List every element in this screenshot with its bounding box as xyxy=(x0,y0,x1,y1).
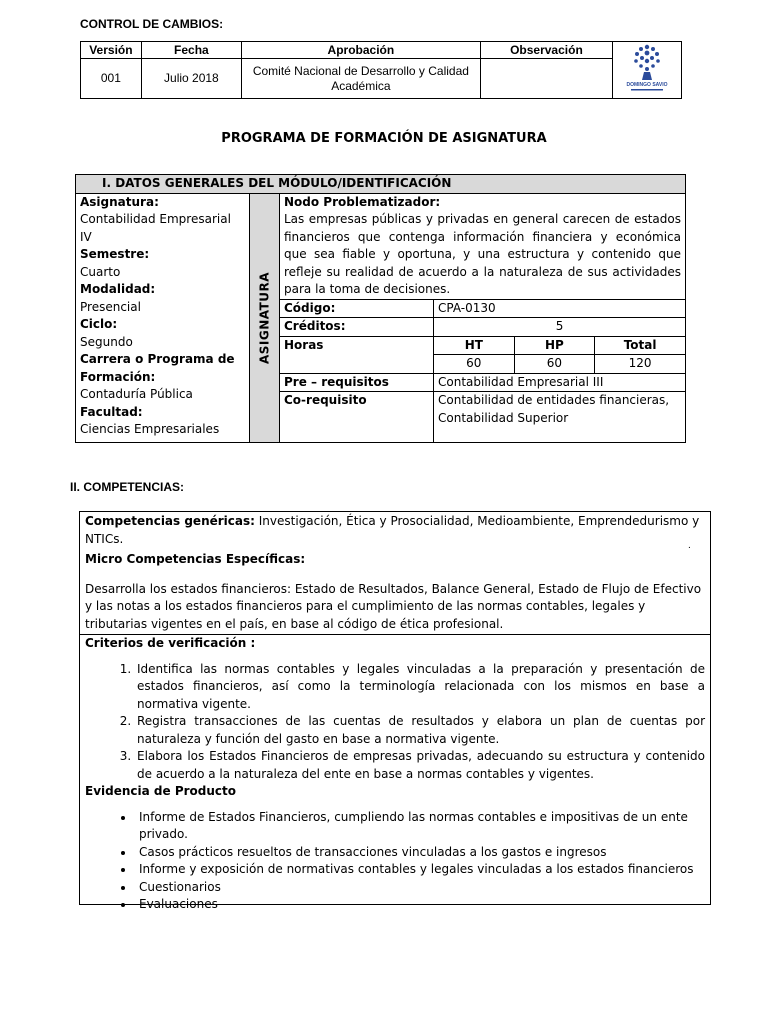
nodo-label: Nodo Problematizador: xyxy=(284,194,441,209)
modalidad-label: Modalidad: xyxy=(80,282,156,296)
ht-value: 60 xyxy=(434,355,515,374)
fecha-value: Julio 2018 xyxy=(141,59,241,99)
version-value: 001 xyxy=(81,59,142,99)
evidencia-item: • Informe y exposición de normativas contables y legales vinculadas a los estados financieros xyxy=(135,861,705,879)
micro-label: Micro Competencias Específicas: xyxy=(85,552,306,566)
creditos-label: Créditos: xyxy=(280,318,434,337)
codigo-value: CPA-0130 xyxy=(434,299,686,318)
criterio-item: 3. Elabora los Estados Financieros de empresas privadas, adecuando su estructura y contenido de acuerdo a la naturaleza del ente en base a normas contables y vigentes. xyxy=(135,748,705,783)
creditos-value: 5 xyxy=(434,318,686,337)
col-header-fecha: Fecha xyxy=(141,42,241,59)
svg-text:DOMINGO SAVIO: DOMINGO SAVIO xyxy=(626,82,668,88)
micro-text: Desarrolla los estados financieros: Estado de Resultados, Balance General, Estado de Flujo de Efectivo y las notas a los estados financieros para el cumplimiento de las normas contables, legales y tributarias vigentes en el país, en base al código de ética profesional. xyxy=(85,581,702,631)
criterios-label: Criterios de verificación : xyxy=(85,636,256,650)
evidencia-item: • Evaluaciones xyxy=(135,896,705,914)
asignatura-info-cell xyxy=(76,193,250,443)
datos-generales-heading: I. DATOS GENERALES DEL MÓDULO/IDENTIFICACIÓN xyxy=(76,175,686,194)
evidencia-item: • Casos prácticos resueltos de transacciones vinculadas a los gastos e ingresos xyxy=(135,844,705,862)
aprobacion-value: Comité Nacional de Desarrollo y Calidad Académica xyxy=(241,59,480,99)
evidencia-item: • Informe de Estados Financieros, cumpliendo las normas contables e impositivas de un ente privado. xyxy=(135,809,705,844)
asignatura-vertical-label: ASIGNATURA xyxy=(256,271,271,364)
datos-generales-table xyxy=(75,174,686,443)
modalidad-value: Presencial xyxy=(80,299,141,314)
criterio-item: 1. Identifica las normas contables y legales vinculadas a la preparación y presentación de estados financieros, así como la terminología relacionada con los mismos en base a normativa vigente. xyxy=(135,661,705,714)
carrera-value: Contaduría Pública xyxy=(80,387,193,401)
ciclo-value: Segundo xyxy=(80,334,133,349)
nodo-text: Las empresas públicas y privadas en general carecen de estados financieros que contenga información financiera y económica que sea fiable y oportuna, y una estructura y contenido que refleje su realidad de acuerdo a la naturaleza de sus actividades para la toma de decisiones. xyxy=(284,212,681,296)
asignatura-label: Asignatura: xyxy=(80,194,159,209)
stray-dot: . xyxy=(688,540,691,551)
coreq-value: Contabilidad de entidades financieras, Contabilidad Superior xyxy=(434,392,686,443)
total-value: 120 xyxy=(595,355,686,374)
total-label: Total xyxy=(595,336,686,355)
facultad-label: Facultad: xyxy=(80,404,143,419)
ciclo-label: Ciclo: xyxy=(80,317,118,331)
observacion-value xyxy=(480,59,612,99)
criterios-list xyxy=(85,661,705,784)
ht-label: HT xyxy=(434,336,515,355)
evidencia-list xyxy=(85,809,705,914)
criterios-evidencia-box xyxy=(79,634,711,911)
domingo-savio-logo-icon xyxy=(617,42,677,94)
hp-label: HP xyxy=(514,336,595,355)
col-header-version: Versión xyxy=(81,42,142,59)
semestre-value: Cuarto xyxy=(80,264,121,279)
hp-value: 60 xyxy=(514,355,595,374)
evidencia-label: Evidencia de Producto xyxy=(85,784,236,798)
control-cambios-table xyxy=(80,41,682,99)
genericas-label: Competencias genéricas: xyxy=(85,514,255,528)
competencias-genericas-box xyxy=(79,511,711,550)
micro-competencias-box xyxy=(79,550,711,634)
carrera-label: Carrera o Programa de Formación: xyxy=(80,352,235,384)
genericas-value: Investigación, Ética y Prosocialidad, Medioambiente, Emprendedurismo y NTICs. xyxy=(85,514,700,546)
evidencia-item: • Cuestionarios xyxy=(135,879,705,897)
competencias-title: II. COMPETENCIAS: xyxy=(70,480,185,494)
nodo-cell xyxy=(280,193,686,299)
asignatura-vertical-cell xyxy=(250,193,280,443)
col-header-aprobacion: Aprobación xyxy=(241,42,480,59)
codigo-label: Código: xyxy=(280,299,434,318)
facultad-value: Ciencias Empresariales xyxy=(80,422,220,436)
coreq-label: Co-requisito xyxy=(280,392,434,443)
criterio-item: 2. Registra transacciones de las cuentas de resultados y elabora un plan de cuentas por naturaleza y función del gasto en base a normativa vigente. xyxy=(135,713,705,748)
prereq-value: Contabilidad Empresarial III xyxy=(434,373,686,392)
horas-label: Horas xyxy=(280,336,434,373)
logo-cell xyxy=(613,42,682,99)
prereq-label: Pre – requisitos xyxy=(280,373,434,392)
program-title: PROGRAMA DE FORMACIÓN DE ASIGNATURA xyxy=(221,131,547,146)
control-cambios-title: CONTROL DE CAMBIOS: xyxy=(80,17,224,31)
asignatura-value: Contabilidad Empresarial IV xyxy=(80,212,231,244)
semestre-label: Semestre: xyxy=(80,247,150,261)
col-header-observacion: Observación xyxy=(480,42,612,59)
